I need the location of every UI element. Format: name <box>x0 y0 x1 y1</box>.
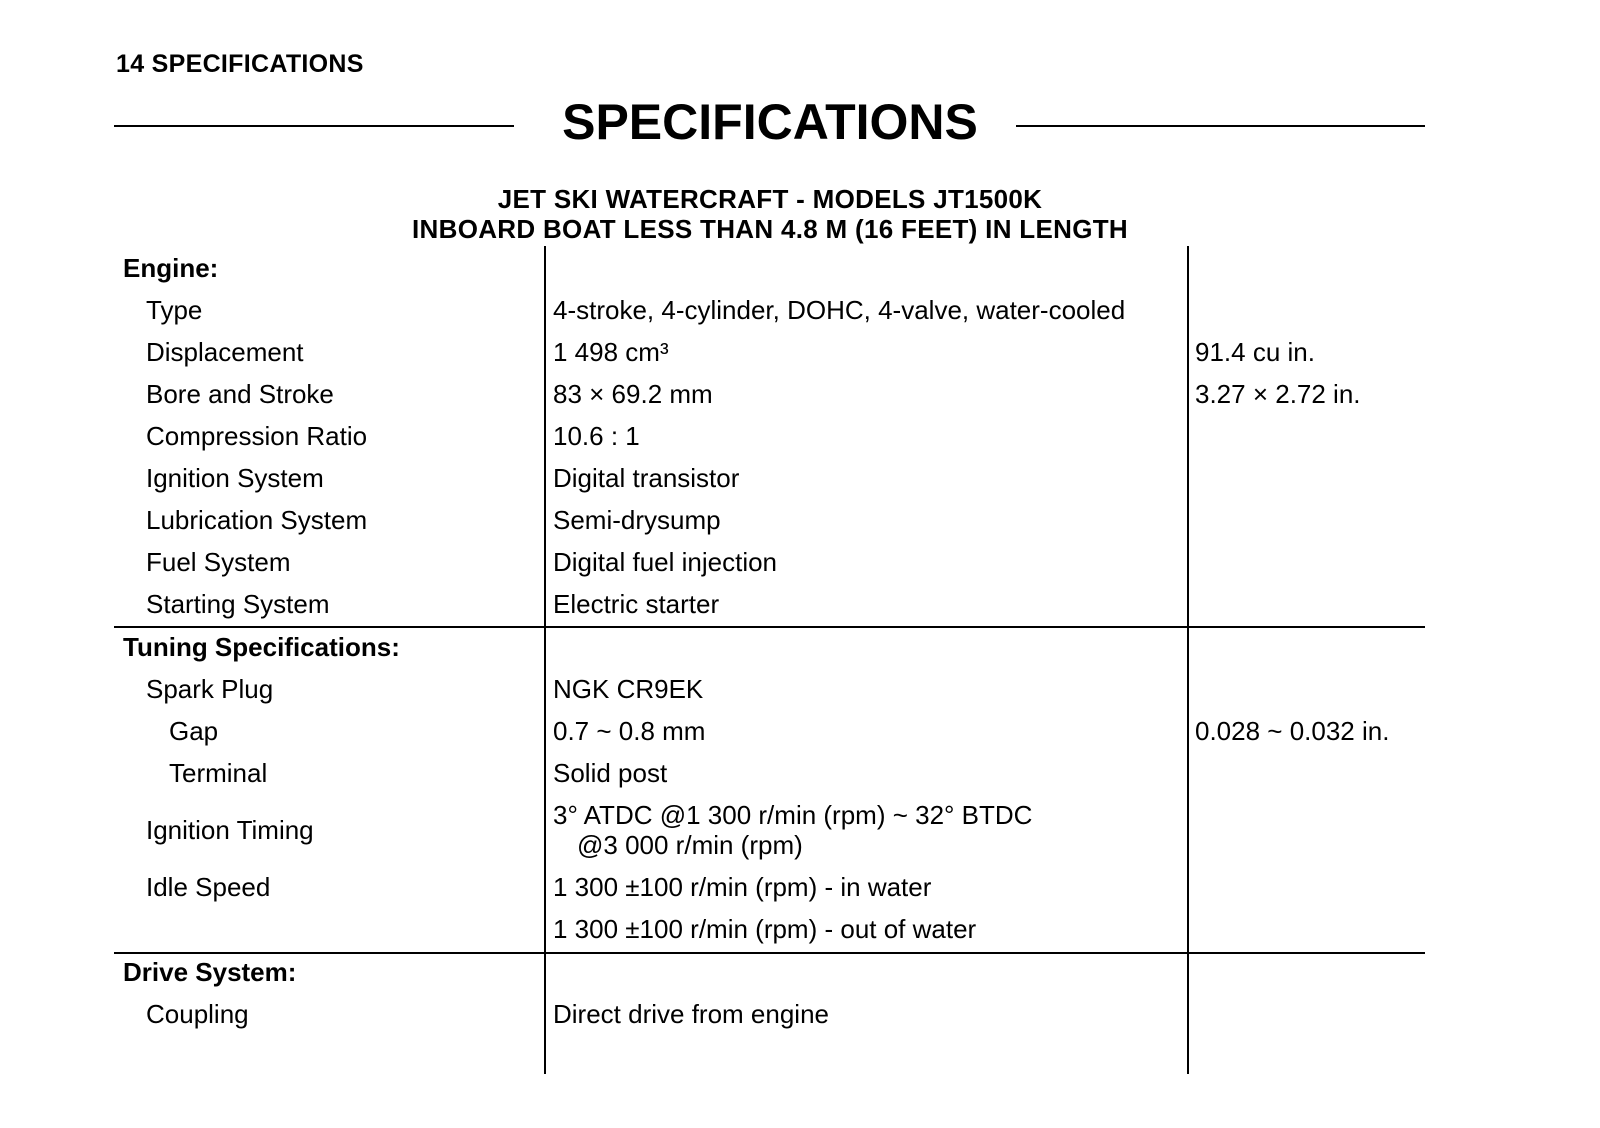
value-coupling: Direct drive from engine <box>553 999 829 1029</box>
boat-length-subtitle: INBOARD BOAT LESS THAN 4.8 M (16 FEET) IN LENGTH <box>412 214 1128 244</box>
label-lubrication-system: Lubrication System <box>146 505 368 535</box>
section-divider-tuning <box>114 952 1425 954</box>
alt-bore-stroke: 3.27 × 2.72 in. <box>1195 379 1361 409</box>
page-header-label: 14 SPECIFICATIONS <box>116 50 364 78</box>
alt-displacement: 91.4 cu in. <box>1195 337 1315 367</box>
alt-gap: 0.028 ~ 0.032 in. <box>1195 716 1390 746</box>
label-ignition-system: Ignition System <box>146 463 324 493</box>
section-heading-tuning: Tuning Specifications: <box>123 632 400 662</box>
title-rule-right <box>1016 125 1425 127</box>
value-idle-speed-in-water: 1 300 ±100 r/min (rpm) - in water <box>553 872 932 902</box>
label-ignition-timing: Ignition Timing <box>146 815 314 845</box>
label-idle-speed: Idle Speed <box>146 872 271 902</box>
label-fuel-system: Fuel System <box>146 547 291 577</box>
page-title: SPECIFICATIONS <box>562 94 978 150</box>
value-ignition-system: Digital transistor <box>553 463 740 493</box>
column-divider-1 <box>544 246 546 1074</box>
label-gap: Gap <box>169 716 219 746</box>
column-divider-2 <box>1187 246 1189 1074</box>
value-gap: 0.7 ~ 0.8 mm <box>553 716 706 746</box>
label-bore-stroke: Bore and Stroke <box>146 379 334 409</box>
label-terminal: Terminal <box>169 758 268 788</box>
label-starting-system: Starting System <box>146 589 330 619</box>
section-divider-engine <box>114 626 1425 628</box>
section-heading-drive: Drive System: <box>123 957 297 987</box>
value-lubrication-system: Semi-drysump <box>553 505 721 535</box>
value-displacement: 1 498 cm³ <box>553 337 669 367</box>
label-spark-plug: Spark Plug <box>146 674 274 704</box>
value-ignition-timing-line2: @3 000 r/min (rpm) <box>577 830 803 860</box>
value-terminal: Solid post <box>553 758 668 788</box>
value-compression-ratio: 10.6 : 1 <box>553 421 640 451</box>
value-spark-plug: NGK CR9EK <box>553 674 704 704</box>
section-heading-engine: Engine: <box>123 253 219 283</box>
label-type: Type <box>146 295 203 325</box>
value-fuel-system: Digital fuel injection <box>553 547 778 577</box>
value-starting-system: Electric starter <box>553 589 720 619</box>
value-ignition-timing-line1: 3° ATDC @1 300 r/min (rpm) ~ 32° BTDC <box>553 800 1033 830</box>
model-subtitle: JET SKI WATERCRAFT - MODELS JT1500K <box>497 184 1043 214</box>
label-displacement: Displacement <box>146 337 304 367</box>
value-bore-stroke: 83 × 69.2 mm <box>553 379 713 409</box>
value-type: 4-stroke, 4-cylinder, DOHC, 4-valve, water-cooled <box>553 295 1126 325</box>
label-coupling: Coupling <box>146 999 249 1029</box>
label-compression-ratio: Compression Ratio <box>146 421 368 451</box>
value-idle-speed-out-of-water: 1 300 ±100 r/min (rpm) - out of water <box>553 914 977 944</box>
